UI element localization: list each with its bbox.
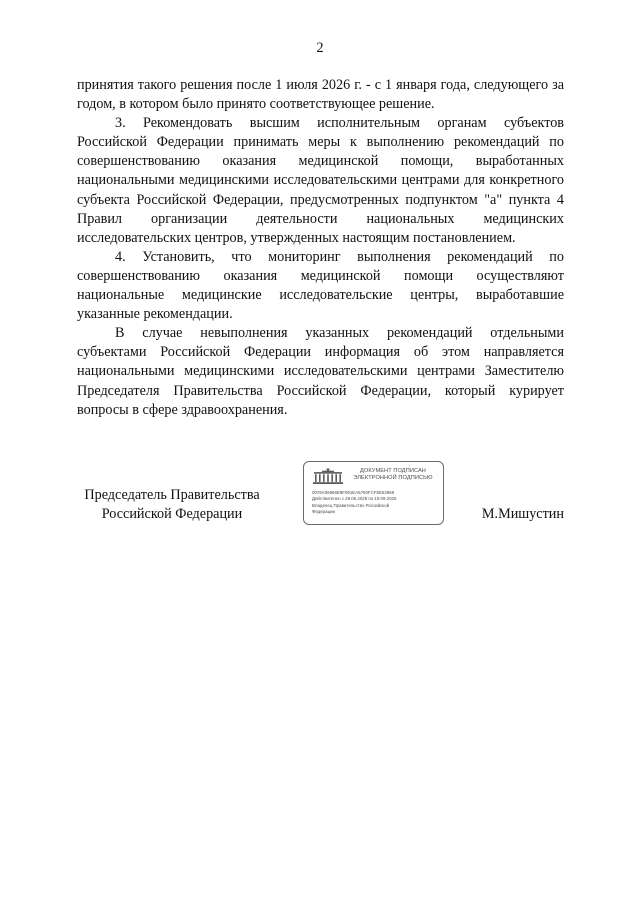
paragraph-item-4: 4. Установить, что мониторинг выполнения рекомендаций по совершенствованию оказания медицинской помощи осуществляют национальные медицинские исследовательские центры, выработавшие указанные рекомендации.	[77, 248, 564, 323]
signatory-title	[77, 486, 267, 524]
government-building-icon	[312, 468, 344, 485]
stamp-heading-line-1: ДОКУМЕНТ ПОДПИСАН	[360, 468, 426, 474]
signatory-title-line-2: Российской Федерации	[101, 506, 243, 523]
stamp-heading	[344, 468, 442, 482]
signatory-title-line-1: Председатель Правительства	[84, 487, 260, 503]
signatory-name: М.Мишустин	[481, 506, 564, 522]
electronic-signature-stamp	[303, 461, 444, 525]
paragraph-item-3: 3. Рекомендовать высшим исполнительным органам субъектов Российской Федерации принимать меры к выполнению рекомендаций по совершенствованию оказания медицинской помощи, выработанных национальными медицинскими исследовательскими центрами для конкретного субъекта Российской Федерации, предусмотренных подпунктом "а" пункта 4 Правил организации деятельности национальных медицинских исследовательских центров, утвержденных настоящим постановлением.	[77, 115, 564, 246]
stamp-owner-line-2: Федерации	[312, 509, 335, 515]
stamp-owner-line-1: Владелец Правительство Российской	[312, 502, 390, 508]
stamp-heading-line-2: ЭЛЕКТРОННОЙ ПОДПИСЬЮ	[353, 475, 433, 481]
stamp-validity: Действителен с 28.06.2025 по 19.09.2026	[312, 496, 397, 502]
stamp-certificate: 0076A06966E8F091EA5760FCF6E53968	[312, 490, 395, 495]
paragraph-continuation: принятия такого решения после 1 июля 2026 г. - с 1 января года, следующего за годом, в котором было принято соответствующее решение.	[77, 77, 564, 113]
document-body	[77, 76, 564, 420]
stamp-details	[312, 490, 442, 516]
page-number: 2	[316, 40, 324, 56]
paragraph-noncompliance: В случае невыполнения указанных рекомендаций отдельными субъектами Российской Федерации информация об этом направляется национальными медицинскими исследовательскими центрами Заместителю Председателя Правительства Российской Федерации, который курирует вопросы в сфере здравоохранения.	[77, 325, 564, 418]
